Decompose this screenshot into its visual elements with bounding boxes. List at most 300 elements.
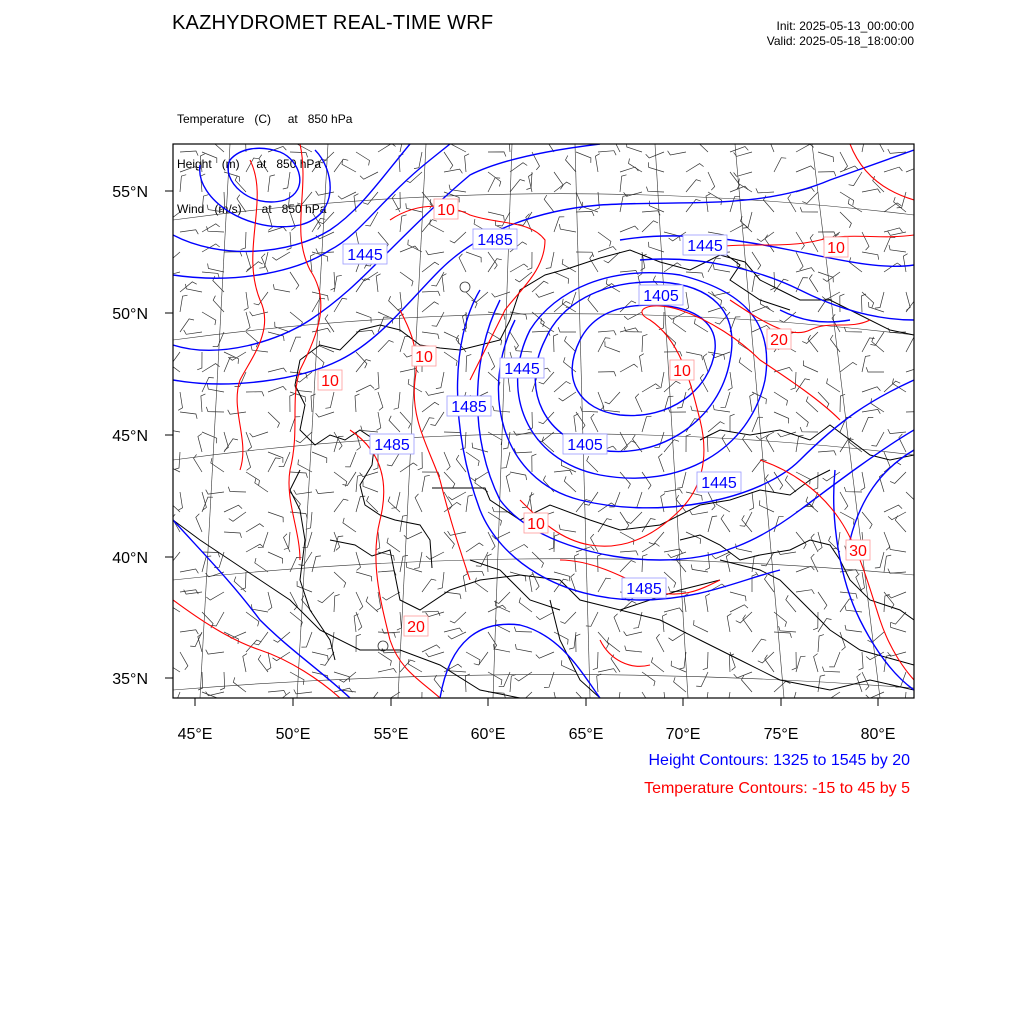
wind-barb: [339, 672, 356, 682]
wind-barb: [258, 655, 268, 672]
wind-barb: [180, 652, 188, 670]
wind-barb: [891, 612, 906, 624]
wind-barb: [422, 291, 440, 296]
wind-barb: [246, 392, 264, 397]
wind-barb: [466, 543, 483, 552]
wind-barb: [268, 386, 286, 392]
wind-barb: [626, 512, 642, 523]
wind-barb: [290, 312, 302, 327]
wind-barb: [862, 252, 879, 260]
wind-barb: [422, 402, 439, 412]
wind-barb: [830, 335, 840, 352]
wind-barb: [180, 319, 194, 332]
wind-barb: [180, 412, 197, 419]
wind-barb: [862, 189, 880, 193]
wind-barb: [414, 552, 422, 569]
wind-barb: [598, 247, 616, 253]
wind-barb: [635, 394, 642, 412]
wind-barb: [496, 620, 510, 632]
wind-barb: [884, 452, 890, 470]
wind-barb: [294, 690, 312, 694]
wind-barb: [664, 549, 682, 553]
wind-barb: [546, 252, 554, 269]
wind-barb: [690, 511, 708, 515]
wind-barb: [510, 675, 516, 692]
wind-barbs: [162, 134, 925, 711]
wind-barb: [554, 692, 558, 710]
wind-barb: [331, 272, 336, 290]
wind-barb: [255, 558, 268, 572]
wind-barb: [532, 281, 548, 292]
wind-barb: [400, 412, 411, 428]
wind-barb: [564, 476, 576, 492]
map-title: KAZHYDROMET REAL-TIME WRF: [172, 12, 494, 34]
wind-barb: [640, 354, 644, 372]
wind-barb: [243, 654, 247, 672]
lat-label: 35°N: [112, 671, 148, 688]
wind-barb: [375, 372, 380, 390]
wind-barb: [862, 409, 880, 413]
wind-barb: [862, 356, 870, 372]
wind-barb: [559, 224, 576, 232]
wind-barb: [235, 176, 246, 192]
wind-barb: [267, 652, 271, 670]
wind-barb: [624, 632, 642, 636]
lon-label: 60°E: [470, 726, 506, 743]
wind-barb: [906, 412, 924, 417]
wind-barb: [389, 416, 400, 432]
wind-barb: [255, 478, 268, 492]
wind-barb: [625, 646, 642, 652]
wind-barb: [515, 672, 532, 681]
wind-barb: [598, 392, 604, 410]
wind-barb: [774, 632, 792, 638]
lon-label: 70°E: [665, 726, 701, 743]
wind-barb: [400, 215, 407, 232]
wind-barb: [554, 272, 569, 284]
wind-barb: [632, 492, 642, 507]
wind-barb: [560, 612, 576, 624]
wind-barb: [334, 159, 348, 172]
wind-barb: [800, 427, 818, 432]
wind-barb: [840, 362, 857, 372]
wind-barb: [796, 590, 814, 594]
wind-barb: [250, 312, 268, 316]
wind-barb: [449, 666, 466, 672]
wind-barb: [213, 296, 224, 312]
wind-barb: [742, 515, 752, 532]
wind-barb: [363, 481, 378, 492]
wind-barb: [246, 452, 251, 470]
wind-barb: [241, 572, 246, 590]
wind-barb: [430, 412, 444, 426]
wind-barb: [273, 284, 290, 292]
wind-barb: [822, 667, 840, 672]
wind-barb: [900, 692, 906, 709]
wind-barb: [436, 372, 444, 389]
wind-barb: [334, 275, 342, 292]
wind-barb: [872, 337, 884, 352]
wind-barb: [598, 554, 603, 572]
height-label: 1485: [477, 232, 513, 249]
wind-barb: [796, 268, 814, 272]
wind-barb: [378, 669, 396, 673]
wind-barb: [334, 595, 340, 613]
wind-barb: [796, 144, 814, 152]
wind-barb: [268, 175, 275, 192]
wind-barb: [808, 335, 818, 352]
wind-barb: [290, 212, 295, 230]
wind-barb: [488, 259, 502, 272]
wind-barb: [889, 545, 906, 552]
wind-barb: [168, 496, 180, 512]
wind-barb: [620, 561, 636, 573]
wind-barb: [774, 158, 786, 172]
wind-barb: [884, 237, 895, 252]
wind-barb: [463, 574, 467, 592]
wind-barb: [202, 492, 206, 510]
lat-label: 50°N: [112, 306, 148, 323]
wind-barb: [554, 172, 563, 189]
wind-barb: [356, 360, 371, 373]
wind-barb: [818, 675, 825, 692]
wind-barb: [471, 472, 489, 481]
wind-barb: [283, 172, 290, 189]
wind-barb: [642, 221, 658, 232]
wind-barb: [180, 230, 198, 234]
wind-barb: [620, 175, 627, 192]
wind-barb: [620, 512, 629, 529]
wind-barb: [164, 252, 181, 263]
wind-barb: [539, 412, 555, 424]
wind-barb: [201, 394, 206, 412]
wind-barb: [301, 632, 312, 647]
wind-barb: [792, 652, 797, 670]
wind-barb: [466, 252, 481, 262]
wind-barb: [674, 677, 686, 692]
wind-barb: [444, 332, 459, 344]
wind-barb: [246, 472, 260, 485]
wind-barb: [294, 490, 312, 494]
wind-barb: [200, 154, 204, 172]
wind-barb: [224, 532, 242, 538]
wind-barb: [316, 489, 334, 493]
wind-barb: [796, 278, 808, 292]
wind-barb: [684, 292, 688, 310]
wind-barb: [787, 692, 796, 708]
wind-barb: [466, 452, 479, 466]
wind-barb: [768, 134, 774, 152]
wind-barb: [472, 443, 488, 452]
wind-barb: [444, 432, 462, 437]
wind-barb: [254, 632, 268, 645]
wind-barb: [613, 692, 620, 709]
wind-barb: [497, 212, 510, 226]
wind-barb: [206, 407, 224, 412]
wind-barb: [728, 372, 732, 390]
wind-barb: [334, 472, 347, 487]
wind-barb: [884, 505, 902, 512]
wind-barb: [651, 657, 664, 672]
wind-barb: [669, 632, 687, 641]
wind-barb: [488, 152, 506, 157]
wind-barb: [290, 394, 295, 412]
height-legend: Height Contours: 1325 to 1545 by 20: [648, 752, 910, 769]
wind-barb: [382, 592, 400, 600]
wind-barb: [890, 622, 906, 632]
wind-barb: [649, 532, 664, 544]
wind-barb: [671, 661, 686, 672]
wind-barb: [356, 385, 374, 392]
temp-label: 20: [770, 332, 788, 349]
wind-barb: [268, 691, 286, 695]
wind-barb: [378, 340, 394, 352]
wind-barb: [202, 152, 217, 163]
wind-barb: [361, 426, 378, 432]
temperature-legend: Temperature Contours: -15 to 45 by 5: [644, 780, 910, 797]
wind-barb: [888, 592, 906, 598]
wind-barb: [325, 392, 334, 408]
wind-barb: [871, 432, 884, 446]
wind-barb: [664, 381, 680, 392]
wind-barb: [829, 652, 840, 667]
latitude-labels: [112, 184, 148, 688]
wind-barb: [272, 252, 290, 260]
wind-barb: [532, 552, 544, 568]
wind-barb: [708, 172, 715, 190]
wind-barb: [796, 252, 803, 270]
wind-barb: [706, 594, 710, 612]
wind-barb: [202, 195, 208, 212]
wind-barb: [444, 628, 462, 632]
wind-barb: [442, 274, 446, 292]
wind-barb: [818, 232, 836, 237]
longitude-labels: [178, 726, 896, 743]
wind-barb: [466, 652, 480, 665]
wind-barb: [593, 652, 598, 670]
wind-barb: [734, 172, 752, 176]
wind-barb: [884, 228, 902, 232]
init-time: Init: 2025-05-13_00:00:00: [776, 19, 914, 33]
wind-barb: [884, 595, 890, 613]
wind-barb: [510, 572, 526, 581]
wind-barb: [297, 581, 312, 592]
wind-barb: [554, 470, 572, 474]
wind-barb: [818, 172, 836, 177]
wind-barb: [224, 432, 228, 450]
wind-barb: [310, 254, 314, 272]
wind-barb: [664, 608, 682, 612]
wind-barb: [598, 372, 616, 377]
height-label: 1405: [643, 288, 679, 305]
wind-barb: [334, 672, 350, 682]
wind-barb: [862, 232, 869, 250]
wind-barb: [840, 294, 845, 312]
wind-barb: [180, 151, 198, 156]
wind-barb: [197, 352, 202, 370]
wind-barb: [590, 254, 598, 272]
wind-barb: [642, 672, 655, 686]
wind-barb: [206, 692, 224, 696]
wind-barb: [713, 405, 730, 412]
wind-barb: [569, 632, 576, 649]
wind-barb: [861, 294, 866, 312]
temp-label: 10: [415, 349, 433, 366]
wind-barb: [823, 472, 840, 481]
wind-barb: [459, 254, 466, 272]
wind-barb: [316, 412, 334, 417]
wind-barb: [312, 652, 328, 661]
wind-barb: [707, 434, 712, 452]
wind-barb: [532, 454, 537, 472]
wind-barb: [178, 492, 182, 510]
wind-barb: [576, 634, 581, 652]
wind-barb: [588, 295, 598, 312]
wind-barb: [656, 634, 664, 652]
wind-barb: [677, 472, 686, 488]
wind-barb: [870, 332, 884, 345]
wind-barb: [509, 134, 514, 152]
wind-barb: [906, 166, 924, 172]
wind-barb: [774, 681, 790, 692]
wind-barb: [598, 151, 616, 156]
wind-barb: [246, 544, 264, 552]
wind-barb: [290, 152, 308, 157]
wind-barb: [510, 264, 528, 272]
wind-barb: [895, 516, 906, 532]
wind-barb: [366, 597, 378, 612]
wind-barb: [861, 472, 865, 490]
wind-barb: [290, 612, 302, 627]
wind-barb: [318, 592, 334, 603]
wind-barb: [642, 554, 647, 572]
wind-barb: [290, 337, 301, 352]
wind-barb: [268, 552, 283, 564]
wind-barb: [376, 274, 380, 292]
wind-barb: [268, 458, 281, 472]
wind-barb: [889, 245, 906, 252]
wind-barb: [701, 692, 708, 709]
wind-barb: [884, 532, 890, 550]
temp-label: 10: [673, 363, 691, 380]
wind-barb: [488, 352, 495, 370]
wind-barb: [576, 211, 594, 216]
wind-barb: [686, 434, 691, 452]
wind-barb: [844, 487, 862, 492]
wind-barb: [510, 180, 525, 193]
wind-barb: [408, 659, 422, 672]
wind-barb: [422, 475, 430, 492]
wind-barb: [614, 614, 620, 632]
wind-barb: [848, 199, 862, 212]
wind-barb: [493, 406, 510, 412]
wind-barb: [430, 220, 444, 232]
height-label: 1445: [687, 238, 723, 255]
wind-barb: [796, 232, 804, 250]
wind-barb: [450, 232, 466, 243]
wind-barb: [356, 552, 361, 570]
wind-barb: [576, 692, 587, 708]
wind-barb: [598, 578, 611, 592]
wind-barb: [668, 552, 686, 558]
wind-barb: [488, 212, 504, 221]
wind-barb: [642, 211, 660, 216]
height-label: 1445: [701, 475, 737, 492]
wind-barb: [466, 495, 473, 512]
wind-barb: [268, 368, 286, 372]
wind-barb: [422, 611, 440, 616]
wind-barb: [611, 655, 620, 672]
wind-barb: [659, 454, 665, 472]
wind-barb: [888, 429, 906, 434]
wind-barb: [818, 635, 824, 652]
wind-barb: [163, 212, 180, 222]
wind-barb: [312, 352, 324, 367]
wind-barb: [598, 669, 616, 673]
wind-barb: [743, 435, 753, 452]
wind-barb: [356, 152, 370, 165]
wind-barb: [575, 554, 579, 572]
wind-barb: [241, 232, 246, 250]
wind-barb: [549, 532, 554, 550]
wind-barb: [765, 655, 774, 672]
wind-barb: [356, 592, 363, 610]
wind-barb: [642, 334, 647, 352]
wind-barb: [400, 336, 410, 352]
wind-barb: [739, 179, 753, 192]
lon-label: 75°E: [763, 726, 799, 743]
wind-barb: [796, 166, 814, 172]
wind-barb: [394, 392, 400, 409]
wind-barb: [840, 632, 845, 650]
wind-barb: [906, 338, 919, 352]
wind-barb: [686, 164, 704, 172]
wind-barb: [202, 224, 220, 232]
temp-label: 30: [849, 543, 867, 560]
wind-barb: [268, 512, 283, 522]
wind-barb: [169, 692, 180, 707]
coastlines: [173, 250, 914, 698]
wind-barb: [426, 250, 444, 254]
wind-barb: [888, 652, 906, 656]
wind-barb: [811, 554, 818, 572]
wind-barb: [452, 140, 466, 152]
wind-barb: [214, 552, 224, 568]
wind-barb: [174, 452, 180, 470]
height-label: 1405: [567, 437, 603, 454]
temp-label: 20: [407, 619, 425, 636]
wind-barb: [686, 180, 701, 192]
wind-barb: [345, 452, 356, 467]
temp-label: 10: [827, 240, 845, 257]
wind-barb: [559, 525, 576, 532]
wind-barb: [786, 595, 796, 612]
wind-barb: [202, 556, 211, 572]
wind-barb: [510, 472, 527, 480]
wind-barb: [558, 327, 576, 332]
wind-barb: [875, 292, 884, 308]
wind-barb: [532, 377, 542, 392]
wind-barb: [554, 334, 559, 352]
wind-barb: [510, 332, 519, 350]
wind-barb: [536, 652, 554, 658]
wind-barb: [562, 299, 576, 312]
wind-barb: [766, 434, 774, 452]
wind-barb: [884, 555, 891, 572]
wind-barb: [862, 512, 872, 529]
wind-barb: [417, 692, 422, 710]
wind-barb: [360, 172, 378, 179]
